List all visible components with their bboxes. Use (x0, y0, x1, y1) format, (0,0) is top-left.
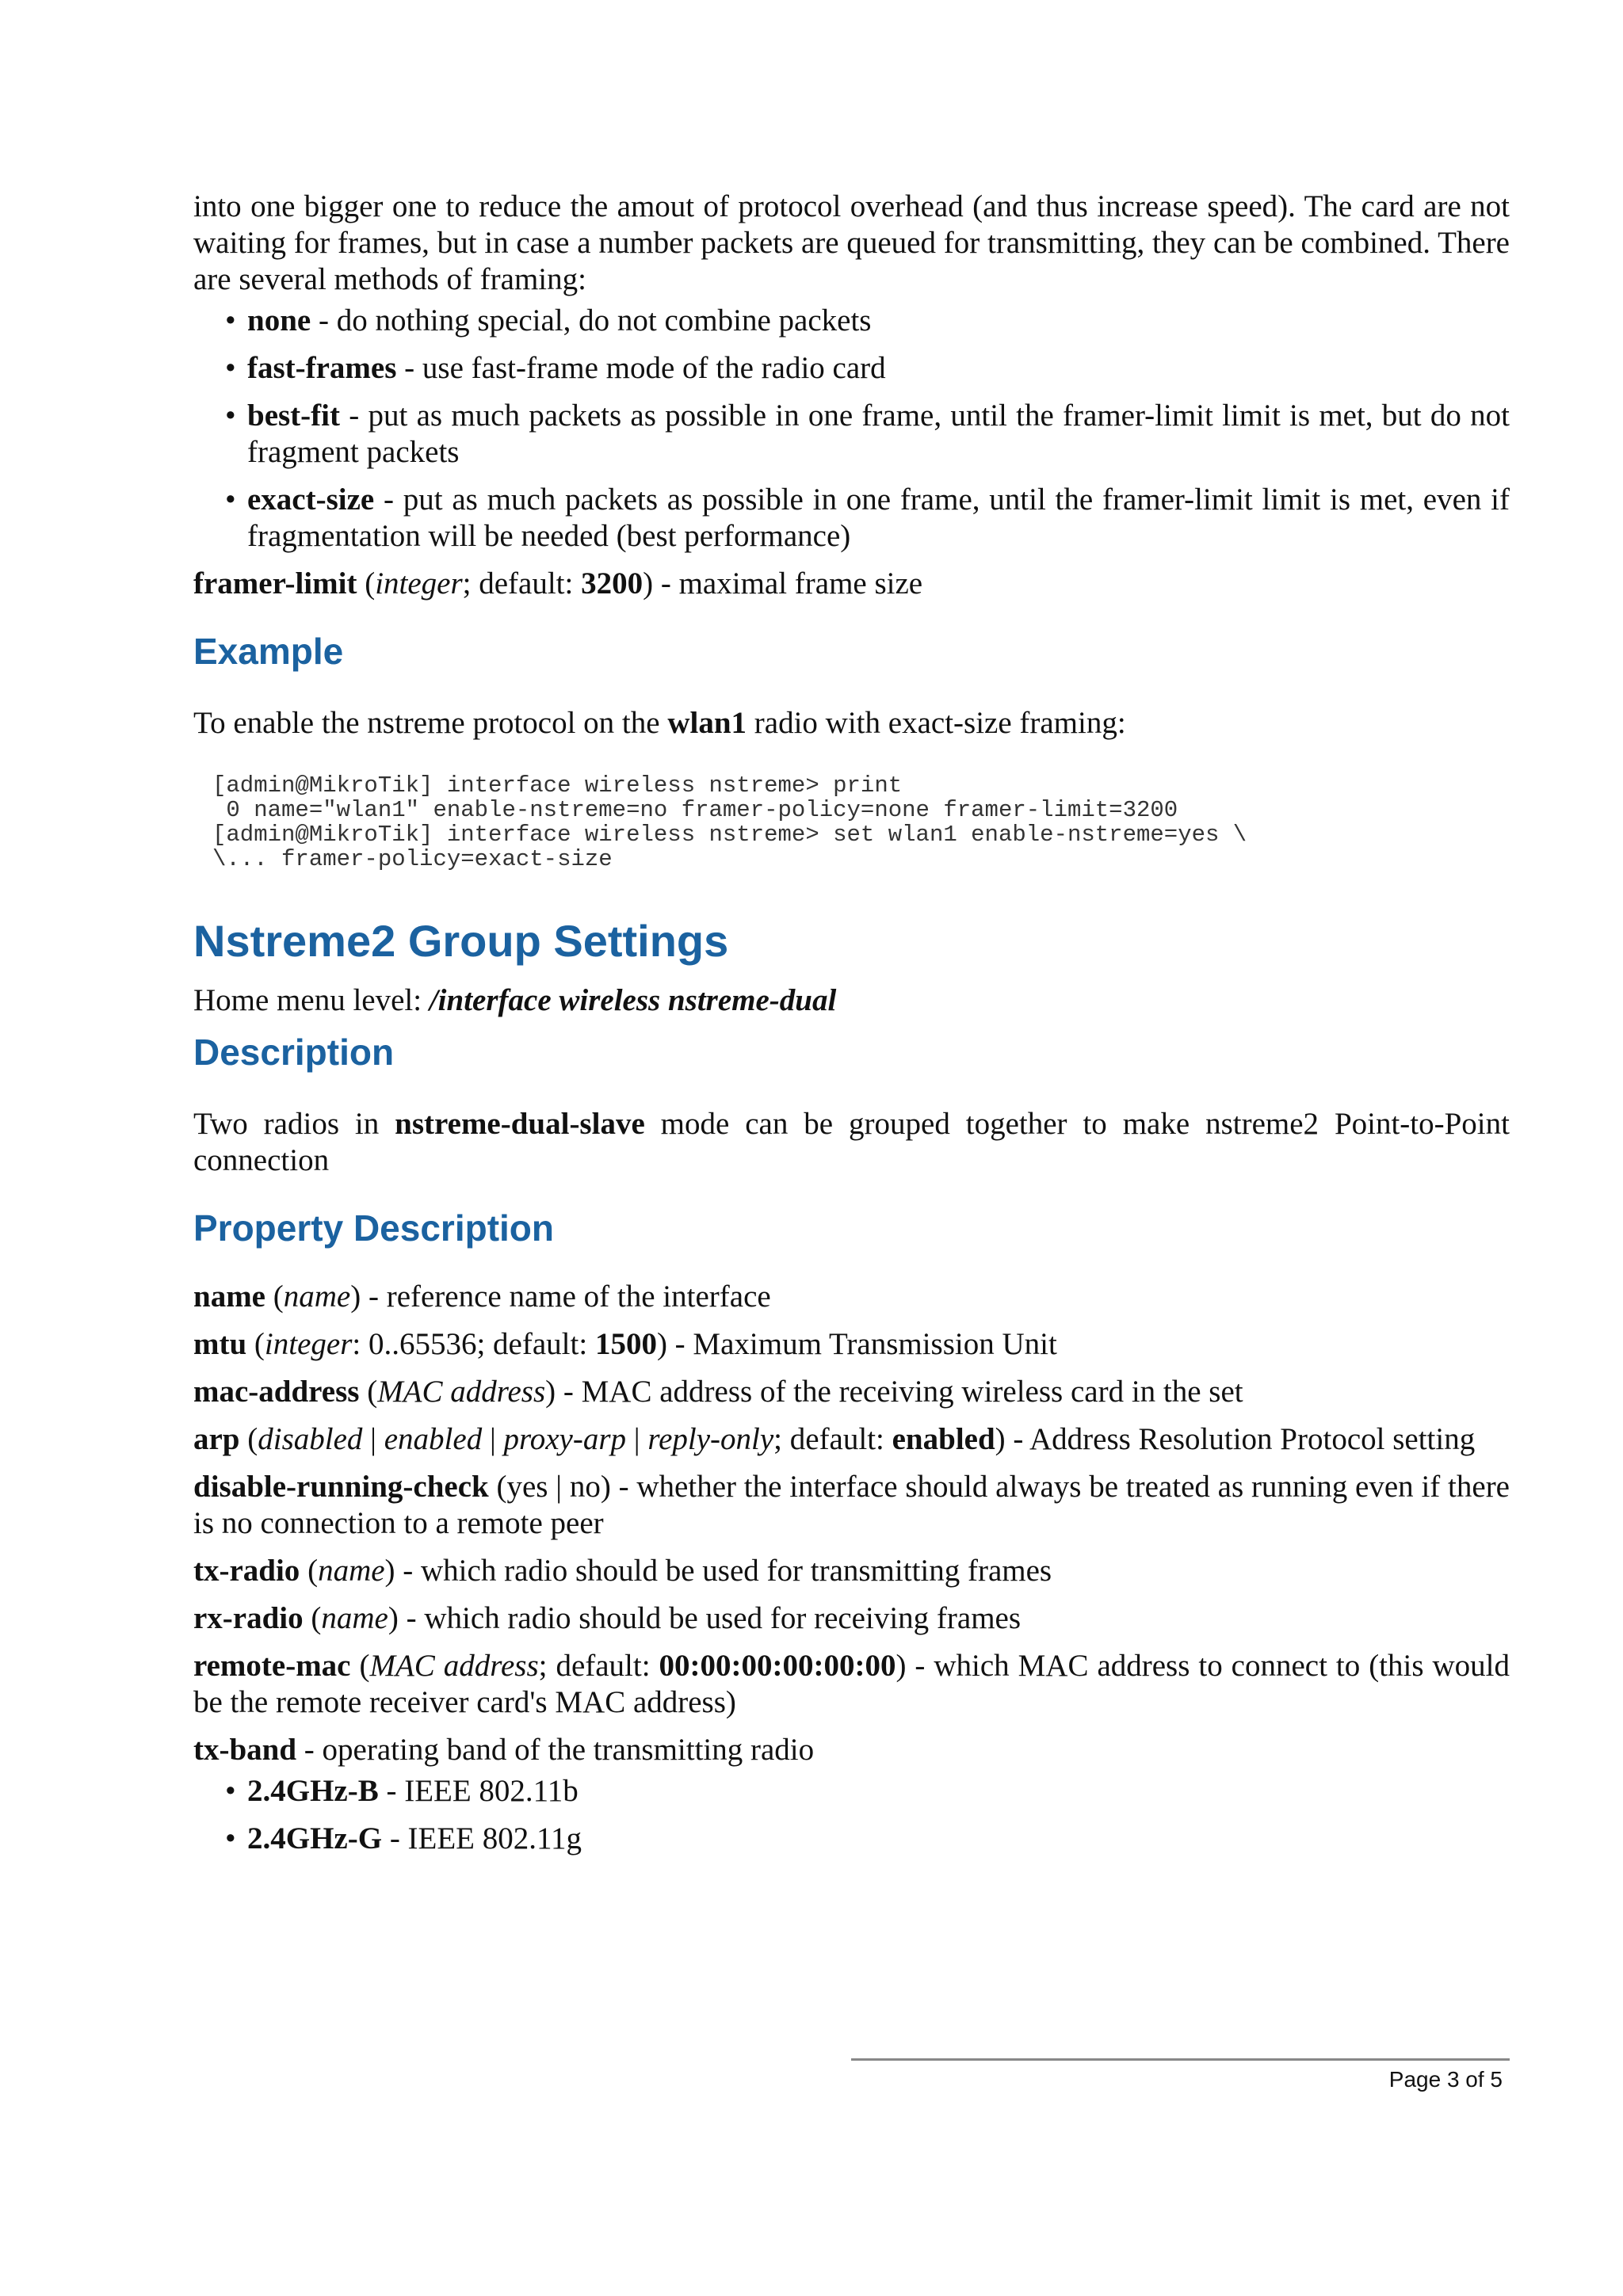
list-item-term: 2.4GHz-B (247, 1774, 379, 1808)
tx-band-list (193, 1773, 1510, 1857)
property-type: proxy-arp (503, 1422, 627, 1456)
property-text: ; default: (538, 1649, 659, 1683)
intro-paragraph: into one bigger one to reduce the amout of protocol overhead (and thus increase speed). The card are not waiting for frames, but in case a number packets are queued for transmitting, they can be combined. There are several methods of framing: (193, 189, 1510, 296)
property-type: disabled (258, 1422, 363, 1456)
property-text: : 0..65536; default: (352, 1327, 595, 1361)
property-default: 00:00:00:00:00:00 (659, 1649, 896, 1683)
property-term: name (193, 1280, 265, 1314)
property-type: name (283, 1280, 351, 1314)
example-interface-name: wlan1 (667, 706, 747, 740)
framing-methods-list (193, 303, 1510, 555)
property-description-heading: Property Description (193, 1207, 554, 1249)
property-rx-radio (193, 1600, 1510, 1637)
description-paragraph (193, 1106, 1510, 1179)
property-text: ) - Maximum Transmission Unit (656, 1327, 1057, 1361)
property-type: enabled (384, 1422, 483, 1456)
menu-label: Home menu level: (193, 983, 430, 1017)
property-text: | (482, 1422, 504, 1456)
list-item-desc: - use fast-frame mode of the radio card (396, 351, 886, 385)
property-term: framer-limit (193, 566, 357, 601)
list-item: • exact-size - put as much packets as possible in one frame, until the framer-limit limit is met, even if fragmentation will be needed (best performance) (225, 482, 1510, 553)
property-term: arp (193, 1422, 240, 1456)
property-tx-band (193, 1732, 1510, 1768)
property-tx-radio (193, 1553, 1510, 1589)
property-type: MAC address (369, 1649, 539, 1683)
property-text: ) - which radio should be used for receiving frames (388, 1601, 1022, 1635)
property-text: ) - MAC address of the receiving wireless card in the set (545, 1375, 1243, 1409)
property-type: integer (375, 566, 463, 601)
property-term: disable-running-check (193, 1470, 489, 1504)
nstreme2-heading: Nstreme2 Group Settings (193, 916, 729, 966)
property-text: ( (303, 1601, 322, 1635)
property-text: | (626, 1422, 648, 1456)
list-item-desc: - IEEE 802.11g (382, 1821, 582, 1855)
property-mtu (193, 1326, 1510, 1363)
description-heading: Description (193, 1032, 395, 1073)
framer-limit-property (193, 566, 1510, 602)
property-text: ) - Address Resolution Protocol setting (995, 1422, 1476, 1456)
description-text: Two radios in (193, 1107, 395, 1141)
list-item: • 2.4GHz-G - IEEE 802.11g (225, 1821, 582, 1855)
list-item: • 2.4GHz-B - IEEE 802.11b (225, 1774, 579, 1808)
list-item: • none - do nothing special, do not combine packets (225, 303, 872, 338)
example-paragraph (193, 705, 1510, 742)
footer-divider (851, 2058, 1510, 2061)
property-disable-running-check (193, 1469, 1510, 1542)
property-text: ( (246, 1327, 265, 1361)
property-text: ) - which radio should be used for transmitting frames (384, 1554, 1052, 1588)
example-heading: Example (193, 631, 344, 672)
list-item-desc: - IEEE 802.11b (378, 1774, 579, 1808)
list-item-term: best-fit (247, 399, 340, 433)
property-text: ( (239, 1422, 258, 1456)
example-text: radio with exact-size framing: (747, 706, 1126, 740)
list-item-term: fast-frames (247, 351, 397, 385)
property-type: name (321, 1601, 388, 1635)
property-text: ( (350, 1649, 370, 1683)
list-item-desc: - do nothing special, do not combine packets (311, 303, 872, 338)
property-text: | (362, 1422, 384, 1456)
property-term: remote-mac (193, 1649, 351, 1683)
page-number: Page 3 of 5 (1388, 2067, 1503, 2092)
property-term: mtu (193, 1327, 247, 1361)
property-type: reply-only (647, 1422, 774, 1456)
property-term: rx-radio (193, 1601, 304, 1635)
property-default: 3200 (581, 566, 643, 601)
property-text: ) - which MAC address to connect to (this would be the remote receiver card's MAC address) (193, 1649, 1510, 1719)
property-text: (yes | no) - whether the interface should always be treated as running even if there is no connection to a remote peer (193, 1470, 1510, 1540)
list-item-term: exact-size (247, 482, 375, 517)
property-arp (193, 1421, 1510, 1458)
list-item-desc: - put as much packets as possible in one frame, until the framer-limit limit is met, even if fragmentation will be needed (best performance) (247, 482, 1510, 553)
property-term: tx-radio (193, 1554, 300, 1588)
property-text: ) - reference name of the interface (350, 1280, 771, 1314)
property-text: ( (300, 1554, 319, 1588)
property-list (193, 1279, 1510, 1857)
property-text: ( (265, 1280, 284, 1314)
property-type: name (318, 1554, 385, 1588)
property-text: - operating band of the transmitting radio (296, 1733, 815, 1767)
property-default: 1500 (594, 1327, 657, 1361)
list-item: • fast-frames - use fast-frame mode of the radio card (225, 351, 886, 385)
code-block: [admin@MikroTik] interface wireless nstreme> print 0 name="wlan1" enable-nstreme=no framer-policy=none framer-limit=3200 [admin@MikroTik] interface wireless nstreme> set wlan1 enable-nstreme=yes \ \... framer-policy=exact-size (212, 772, 1247, 872)
home-menu-level (193, 982, 1510, 1019)
property-text: ; default: (462, 566, 582, 601)
list-item-desc: - put as much packets as possible in one frame, until the framer-limit limit is met, but do not fragment packets (247, 399, 1510, 469)
example-text: To enable the nstreme protocol on the (193, 706, 668, 740)
property-text: ) - maximal frame size (643, 566, 923, 601)
document-page (193, 189, 1510, 1868)
property-text: ( (357, 566, 376, 601)
property-remote-mac (193, 1648, 1510, 1721)
description-text: mode can be grouped together to make nstreme2 Point-to-Point connection (193, 1107, 1510, 1177)
list-item: • best-fit - put as much packets as possible in one frame, until the framer-limit limit is met, but do not fragment packets (225, 399, 1510, 469)
property-default: enabled (892, 1422, 995, 1456)
property-name (193, 1279, 1510, 1315)
list-item-term: none (247, 303, 311, 338)
description-mode: nstreme-dual-slave (395, 1107, 645, 1141)
property-type: MAC address (377, 1375, 546, 1409)
property-term: mac-address (193, 1375, 360, 1409)
property-text: ( (359, 1375, 378, 1409)
menu-path: /interface wireless nstreme-dual (429, 983, 837, 1017)
property-term: tx-band (193, 1733, 297, 1767)
property-type: integer (264, 1327, 353, 1361)
property-mac-address (193, 1374, 1510, 1410)
list-item-term: 2.4GHz-G (247, 1821, 383, 1855)
property-text: ; default: (773, 1422, 892, 1456)
